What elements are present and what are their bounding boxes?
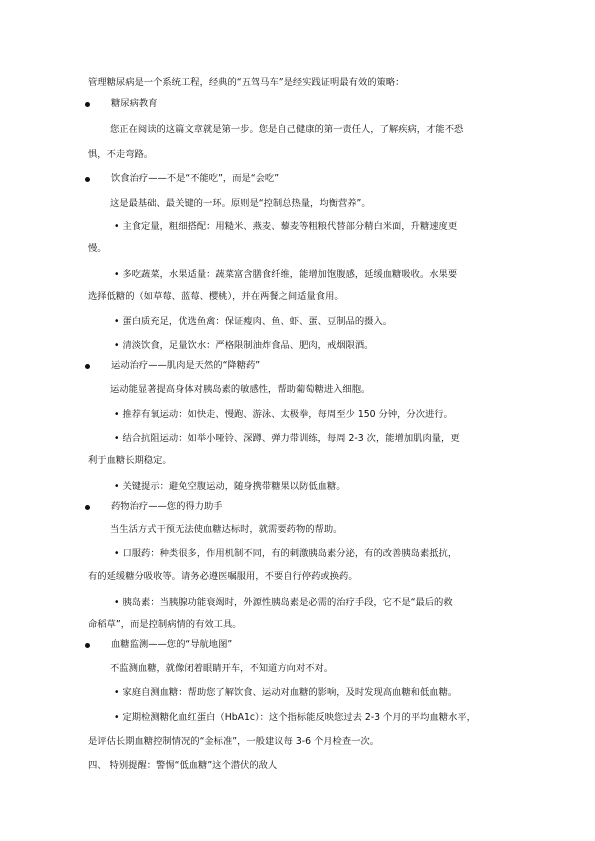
bullet-icon (85, 505, 90, 510)
bullet-icon (85, 177, 90, 182)
document-page: 管理糖尿病是一个系统工程，经典的“五驾马车”是经实践证明最有效的策略： 糖尿病教育 您正在阅读的这篇文章就是第一步。您是自己健康的第一责任人，了解疾病，才能不恐 惧，不走弯路。 饮食治疗——不是“不能吃”，而是“会吃” 这是最基础、最关键的一环。原则是“控制总热量，均衡营养”。 • 主食定量，粗细搭配：用糙米、燕麦、藜麦等粗粮代替部分精白米面，升糖速度更 慢。 • 多吃蔬菜，水果适量：蔬菜富含膳食纤维，能增加饱腹感，延缓血糖吸收。水果要 选择低糖的（如草莓、蓝莓、樱桃），并在两餐之间适量食用。 • 蛋白质充足，优选鱼禽：保证瘦肉、鱼、虾、蛋、豆制品的摄入。 • 清淡饮食，足量饮水：严格限制油炸食品、肥肉，戒烟限酒。 运动治疗——肌肉是天然的“降糖药” 运动能显著提高身体对胰岛素的敏感性，帮助葡萄糖进入细胞。 • 推荐有氧运动：如快走、慢跑、游泳、太极拳，每周至少 150 分钟，分次进行。 • 结合抗阻运动：如举小哑铃、深蹲、弹力带训练，每周 2-3 次，能增加肌肉量，更 利于血糖长期稳定。 • 关键提示：避免空腹运动，随身携带糖果以防低血糖。 药物治疗——您的得力助手 当生活方式干预无法使血糖达标时，就需要药物的帮助。 • 口服药：种类很多，作用机制不同，有的刺激胰岛素分泌，有的改善胰岛素抵抗， 有的延缓糖分吸收等。请务必遵医嘱服用，不要自行停药或换药。 • 胰岛素：当胰腺功能衰竭时，外源性胰岛素是必需的治疗手段，它不是“最后的救 命稻草”，而是控制病情的有效工具。 血糖监测——您的“导航地图” 不监测血糖，就像闭着眼睛开车，不知道方向对不对。 • 家庭自测血糖：帮助您了解饮食、运动对血糖的影响，及时发现高血糖和低血糖。 • 定期检测糖化血红蛋白（HbA1c）：这个指标能反映您过去 2-3 个月的平均血糖水平， 是评估长期血糖控制情况的“金标准”，一般建议每 3-6 个月检查一次。 四、 特别提醒：警惕“低血糖”这个潜伏的敌人 (0, 0, 595, 841)
list-item-line: • 清淡饮食，足量饮水：严格限制油炸食品、肥肉，戒烟限酒。 (114, 340, 374, 351)
closing-heading: 四、 特别提醒：警惕“低血糖”这个潜伏的敌人 (88, 760, 278, 771)
list-item-line: • 主食定量，粗细搭配：用糙米、燕麦、藜麦等粗粮代替部分精白米面，升糖速度更 (114, 221, 458, 232)
list-item-line: • 蛋白质充足，优选鱼禽：保证瘦肉、鱼、虾、蛋、豆制品的摄入。 (114, 316, 393, 327)
list-item-line: 是评估长期血糖控制情况的“金标准”，一般建议每 3-6 个月检查一次。 (88, 736, 380, 747)
bullet-icon (85, 643, 90, 648)
list-item-line: • 结合抗阻运动：如举小哑铃、深蹲、弹力带训练，每周 2-3 次，能增加肌肉量，更 (114, 433, 460, 444)
list-item-line: 有的延缓糖分吸收等。请务必遵医嘱服用，不要自行停药或换药。 (88, 571, 358, 582)
list-item-line: • 口服药：种类很多，作用机制不同，有的刺激胰岛素分泌，有的改善胰岛素抵抗， (114, 548, 458, 559)
list-item-line: 慢。 (88, 243, 107, 254)
list-item-line: 选择低糖的（如草莓、蓝莓、樱桃），并在两餐之间适量食用。 (88, 291, 344, 302)
list-item-line: • 家庭自测血糖：帮助您了解饮食、运动对血糖的影响，及时发现高血糖和低血糖。 (114, 687, 458, 698)
list-item-line: 利于血糖长期稳定。 (88, 455, 172, 466)
paragraph-line: 不监测血糖，就像闭着眼睛开车，不知道方向对不对。 (110, 663, 334, 674)
list-item-line: • 多吃蔬菜，水果适量：蔬菜富含膳食纤维，能增加饱腹感，延缓血糖吸收。水果要 (114, 269, 458, 280)
list-item-line: • 关键提示：避免空腹运动，随身携带糖果以防低血糖。 (114, 481, 346, 492)
list-item-line: • 胰岛素：当胰腺功能衰竭时，外源性胰岛素是必需的治疗手段，它不是“最后的救 (114, 597, 453, 608)
paragraph-line: 您正在阅读的这篇文章就是第一步。您是自己健康的第一责任人，了解疾病，才能不恐 (110, 124, 464, 135)
intro-text: 管理糖尿病是一个系统工程，经典的“五驾马车”是经实践证明最有效的策略： (88, 77, 405, 88)
list-item-line: 命稻草”，而是控制病情的有效工具。 (88, 619, 242, 630)
paragraph-line: 运动能显著提高身体对胰岛素的敏感性，帮助葡萄糖进入细胞。 (110, 384, 371, 395)
paragraph-line: 这是最基础、最关键的一环。原则是“控制总热量，均衡营养”。 (110, 198, 371, 209)
paragraph-line: 惧，不走弯路。 (88, 149, 154, 160)
list-item-line: • 推荐有氧运动：如快走、慢跑、游泳、太极拳，每周至少 150 分钟，分次进行。 (114, 409, 453, 420)
paragraph-line: 当生活方式干预无法使血糖达标时，就需要药物的帮助。 (110, 524, 343, 535)
list-item-line: • 定期检测糖化血红蛋白（HbA1c）：这个指标能反映您过去 2-3 个月的平均血糖水平， (114, 712, 476, 723)
bullet-icon (85, 364, 90, 369)
bullet-icon (85, 102, 90, 107)
